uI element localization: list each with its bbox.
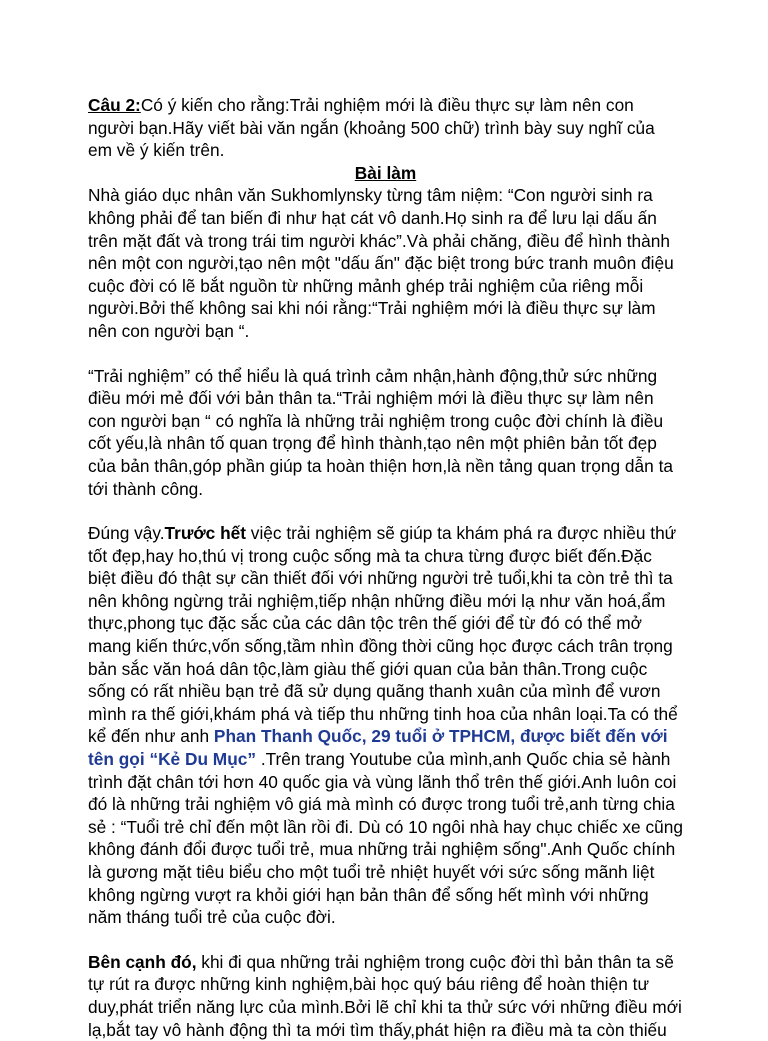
document-page [88, 94, 683, 1041]
paragraph-definition: “Trải nghiệm” có thể hiểu là quá trình cảm nhận,hành động,thử sức những điều mới mẻ đối với bản thân ta.“Trải nghiệm mới là điều thực sự làm nên con người bạn “ có nghĩa là những trải nghiệm trong cuộc đời chính là điều cốt yếu,là nhân tố quan trọng để hình thành,tạo nên một phiên bản tốt đẹp của bản thân,góp phần giúp ta hoàn thiện hơn,là nền tảng quan trọng dẫn ta tới thành công. [88, 365, 673, 499]
paragraph-first-argument [88, 522, 683, 929]
p3-text-part1: việc trải nghiệm sẽ giúp ta khám phá ra được nhiều thứ tốt đẹp,hay ho,thú vị trong cuộc sống mà ta chưa từng được biết đến.Đặc biệt điều đó thật sự cần thiết đối với những người trẻ tuổi,khi ta còn trẻ thì ta nên không ngừng trải nghiệm,tiếp nhận những điều mới lạ như văn hoá,ẩm thực,phong tục đặc sắc của các dân tộc trên thế giới để từ đó có thể mở mang kiến thức,vốn sống,tầm nhìn đồng thời cũng học được cách trân trọng bản sắc văn hoá dân tộc,làm giàu thế giới quan của bản thân.Trong cuộc sống có rất nhiều bạn trẻ đã sử dụng quãng thanh xuân của mình để vươn mình ra thế giới,khám phá và tiếp thu những tinh hoa của nhân loại.Ta có thể kể đến như anh [88, 523, 678, 747]
p4-bold-lead: Bên cạnh đó, [88, 951, 197, 972]
paragraph-gap [88, 500, 683, 522]
p3-intro: Đúng vậy. [88, 523, 165, 544]
question-paragraph [88, 94, 683, 162]
question-text: Có ý kiến cho rằng:Trải nghiệm mới là điều thực sự làm nên con người bạn.Hãy viết bài văn ngắn (khoảng 500 chữ) trình bày suy nghĩ của em về ý kiến trên. [88, 95, 655, 161]
essay-heading: Bài làm [354, 162, 417, 183]
p3-bold-lead: Trước hết [164, 523, 246, 544]
p4-text-part1: khi đi qua những trải nghiệm trong cuộc đời thì bản thân ta sẽ tự rút ra được những kinh nghiệm,bài học quý báu riêng để hoàn thiện tư duy,phát triển năng lực của mình.Bởi lẽ chỉ khi ta thử sức với những điều mới lạ,bắt tay vô hành động thì ta mới tìm thấy,phát hiện ra điều mà ta còn thiếu [88, 951, 682, 1040]
paragraph-intro: Nhà giáo dục nhân văn Sukhomlynsky từng tâm niệm: “Con người sinh ra không phải để tan biến đi như hạt cát vô danh.Họ sinh ra để lưu lại dấu ấn trên mặt đất và trong trái tim người khác”.Và phải chăng, điều để hình thành nên một con người,tạo nên một "dấu ấn" đặc biệt trong bức tranh muôn điệu cuộc đời có lẽ bắt nguồn từ những mảnh ghép trải nghiệm của riêng mỗi người.Bởi thế không sai khi nói rằng:“Trải nghiệm mới là điều thực sự làm nên con người bạn “. [88, 185, 674, 341]
paragraph-gap [88, 343, 683, 365]
question-label: Câu 2: [88, 95, 141, 115]
paragraph-gap [88, 929, 683, 951]
paragraph-second-argument [88, 951, 683, 1041]
p3-text-part2: .Trên trang Youtube của mình,anh Quốc chia sẻ hành trình đặt chân tới hơn 40 quốc gia và vùng lãnh thổ trên thế giới.Anh luôn coi đó là những trải nghiệm vô giá mà mình có được trong tuổi trẻ,anh từng chia sẻ : “Tuổi trẻ chỉ đến một lần rồi đi. Dù có 10 ngôi nhà hay chục chiếc xe cũng không đánh đổi được tuổi trẻ, mua những trải nghiệm sống".Anh Quốc chính là gương mặt tiêu biểu cho một tuổi trẻ nhiệt huyết với sức sống mãnh liệt không ngừng vượt ra khỏi giới hạn bản thân để sống hết mình với những năm tháng tuổi trẻ của cuộc đời. [88, 749, 683, 928]
p3-highlight-example: Phan Thanh Quốc, 29 tuổi ở TPHCM, được biết đến với tên gọi “Kẻ Du Mục” [88, 726, 668, 770]
